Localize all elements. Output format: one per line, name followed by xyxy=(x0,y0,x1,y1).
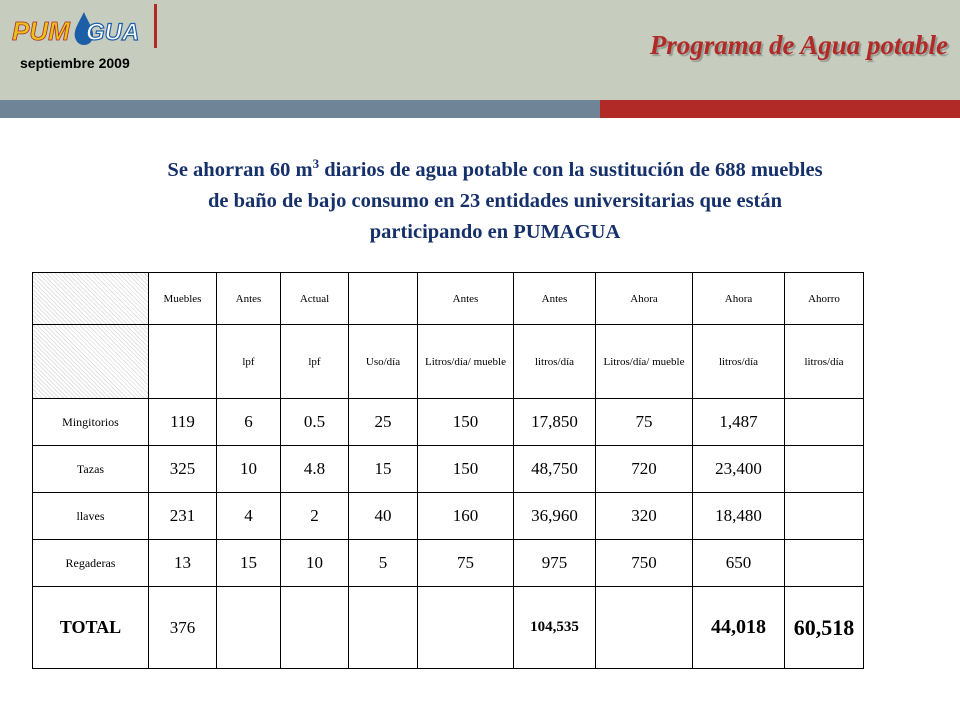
table-cell xyxy=(785,493,864,540)
header-cell: litros/día xyxy=(693,325,785,399)
header-cell: lpf xyxy=(281,325,349,399)
header-cell: Litros/día/ mueble xyxy=(418,325,514,399)
table-cell: 975 xyxy=(514,540,596,587)
date-label: septiembre 2009 xyxy=(20,55,130,71)
table-cell: 48,750 xyxy=(514,446,596,493)
table-cell: 320 xyxy=(596,493,693,540)
table-total-row xyxy=(33,587,864,669)
table-cell: 1,487 xyxy=(693,399,785,446)
table-row xyxy=(33,540,864,587)
table-cell: 17,850 xyxy=(514,399,596,446)
header-cell: litros/día xyxy=(514,325,596,399)
table-cell: 36,960 xyxy=(514,493,596,540)
table-cell xyxy=(785,540,864,587)
header-cell: Ahora xyxy=(596,273,693,325)
intro-line3: participando en PUMAGUA xyxy=(369,221,621,243)
header-cell: Litros/día/ mueble xyxy=(596,325,693,399)
program-title: Programa de Agua potable xyxy=(649,30,948,60)
header xyxy=(0,0,960,100)
row-label: llaves xyxy=(33,493,149,540)
header-band-accent xyxy=(600,100,960,118)
table-cell: 6 xyxy=(217,399,281,446)
table-cell: 15 xyxy=(217,540,281,587)
header-cell: Actual xyxy=(281,273,349,325)
intro-line1-pre: Se ahorran 60 m xyxy=(167,159,313,181)
intro-line1-post: diarios de agua potable con la sustitución de 688 muebles xyxy=(319,159,823,181)
row-label: Regaderas xyxy=(33,540,149,587)
table-cell: 5 xyxy=(349,540,418,587)
header-cell: lpf xyxy=(217,325,281,399)
header-cell xyxy=(33,325,149,399)
row-label: Tazas xyxy=(33,446,149,493)
svg-text:GUA: GUA xyxy=(86,19,140,46)
header-cell xyxy=(149,325,217,399)
header-cell: Ahora xyxy=(693,273,785,325)
table-cell: 119 xyxy=(149,399,217,446)
table-cell: 13 xyxy=(149,540,217,587)
table-cell xyxy=(349,587,418,669)
total-ahorro: 60,518 xyxy=(785,587,864,669)
table-cell: 4 xyxy=(217,493,281,540)
table-cell xyxy=(281,587,349,669)
table-cell: 4.8 xyxy=(281,446,349,493)
table-row xyxy=(33,493,864,540)
intro-superscript: 3 xyxy=(312,156,320,172)
table-cell: 15 xyxy=(349,446,418,493)
table-cell xyxy=(596,587,693,669)
table-cell: 23,400 xyxy=(693,446,785,493)
header-cell: litros/día xyxy=(785,325,864,399)
header-cell: Muebles xyxy=(149,273,217,325)
table-cell: 231 xyxy=(149,493,217,540)
table-cell: 150 xyxy=(418,399,514,446)
table-cell xyxy=(418,587,514,669)
table-cell: 750 xyxy=(596,540,693,587)
table-cell xyxy=(785,399,864,446)
row-label: Mingitorios xyxy=(33,399,149,446)
header-cell xyxy=(349,273,418,325)
table-row xyxy=(33,399,864,446)
table-cell: 160 xyxy=(418,493,514,540)
table-cell xyxy=(785,446,864,493)
table-cell: 75 xyxy=(418,540,514,587)
table-units-row xyxy=(33,325,864,399)
header-cell: Antes xyxy=(418,273,514,325)
svg-text:PUM: PUM xyxy=(12,16,70,46)
table-cell: 650 xyxy=(693,540,785,587)
table-cell: 40 xyxy=(349,493,418,540)
table-cell: 720 xyxy=(596,446,693,493)
intro-text xyxy=(60,155,930,248)
total-label: TOTAL xyxy=(33,587,149,669)
table-row xyxy=(33,446,864,493)
header-band xyxy=(0,100,960,118)
table-cell xyxy=(217,587,281,669)
header-cell: Ahorro xyxy=(785,273,864,325)
table-cell: 18,480 xyxy=(693,493,785,540)
header-cell: Uso/día xyxy=(349,325,418,399)
total-ahora-litros: 44,018 xyxy=(693,587,785,669)
header-cell: Antes xyxy=(514,273,596,325)
table-cell: 10 xyxy=(281,540,349,587)
water-savings-table xyxy=(32,272,864,669)
table-header-row xyxy=(33,273,864,325)
header-cell xyxy=(33,273,149,325)
table-cell: 75 xyxy=(596,399,693,446)
total-antes-litros: 104,535 xyxy=(514,587,596,669)
table-cell: 150 xyxy=(418,446,514,493)
table-cell: 2 xyxy=(281,493,349,540)
total-muebles: 376 xyxy=(149,587,217,669)
table-cell: 0.5 xyxy=(281,399,349,446)
intro-line2: de baño de bajo consumo en 23 entidades universitarias que están xyxy=(207,190,783,212)
table-cell: 325 xyxy=(149,446,217,493)
header-cell: Antes xyxy=(217,273,281,325)
table-cell: 25 xyxy=(349,399,418,446)
table-cell: 10 xyxy=(217,446,281,493)
